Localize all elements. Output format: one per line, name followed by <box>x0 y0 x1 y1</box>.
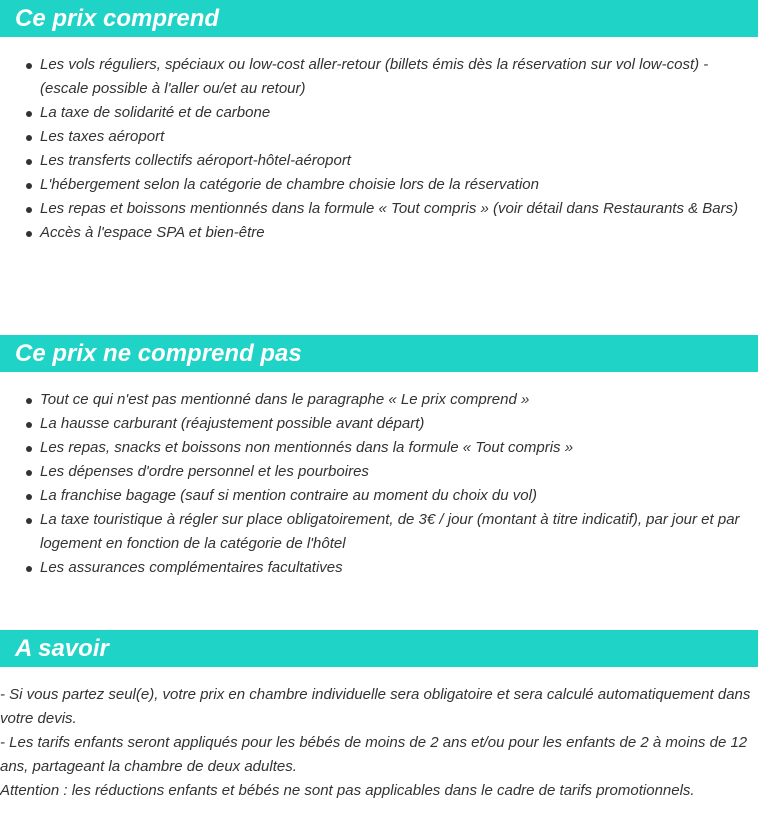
info-paragraph: - Si vous partez seul(e), votre prix en chambre individuelle sera obligatoire et sera calculé automatiquement dans votre devis. <box>0 686 751 727</box>
list-item: Les taxes aéroport <box>0 125 740 149</box>
list-item: La franchise bagage (sauf si mention contraire au moment du choix du vol) <box>0 484 740 508</box>
info-paragraph: Attention : les réductions enfants et bébés ne sont pas applicables dans le cadre de tarifs promotionnels. <box>0 782 695 799</box>
list-item: La hausse carburant (réajustement possible avant départ) <box>0 412 740 436</box>
excludes-header: Ce prix ne comprend pas <box>0 335 758 372</box>
list-item: Les assurances complémentaires facultatives <box>0 556 740 580</box>
list-item: Les repas, snacks et boissons non mentionnés dans la formule « Tout compris » <box>0 436 740 460</box>
info-paragraph: - Les tarifs enfants seront appliqués pour les bébés de moins de 2 ans et/ou pour les enfants de 2 à moins de 12 ans, partageant la chambre de deux adultes. <box>0 734 748 775</box>
list-item: Les repas et boissons mentionnés dans la formule « Tout compris » (voir détail dans Restaurants & Bars) <box>0 197 740 221</box>
list-item: La taxe touristique à régler sur place obligatoirement, de 3€ / jour (montant à titre indicatif), par jour et par logement en fonction de la catégorie de l'hôtel <box>0 508 740 556</box>
list-item: Les transferts collectifs aéroport-hôtel-aéroport <box>0 149 740 173</box>
good-to-know-text <box>0 683 752 803</box>
includes-list <box>0 53 740 245</box>
list-item: Les vols réguliers, spéciaux ou low-cost aller-retour (billets émis dès la réservation sur vol low-cost) - (escale possible à l'aller ou/et au retour) <box>0 53 740 101</box>
list-item: La taxe de solidarité et de carbone <box>0 101 740 125</box>
list-item: L'hébergement selon la catégorie de chambre choisie lors de la réservation <box>0 173 740 197</box>
list-item: Tout ce qui n'est pas mentionné dans le paragraphe « Le prix comprend » <box>0 388 740 412</box>
list-item: Les dépenses d'ordre personnel et les pourboires <box>0 460 740 484</box>
includes-header: Ce prix comprend <box>0 0 758 37</box>
good-to-know-header: A savoir <box>0 630 758 667</box>
list-item: Accès à l'espace SPA et bien-être <box>0 221 740 245</box>
excludes-list <box>0 388 740 580</box>
